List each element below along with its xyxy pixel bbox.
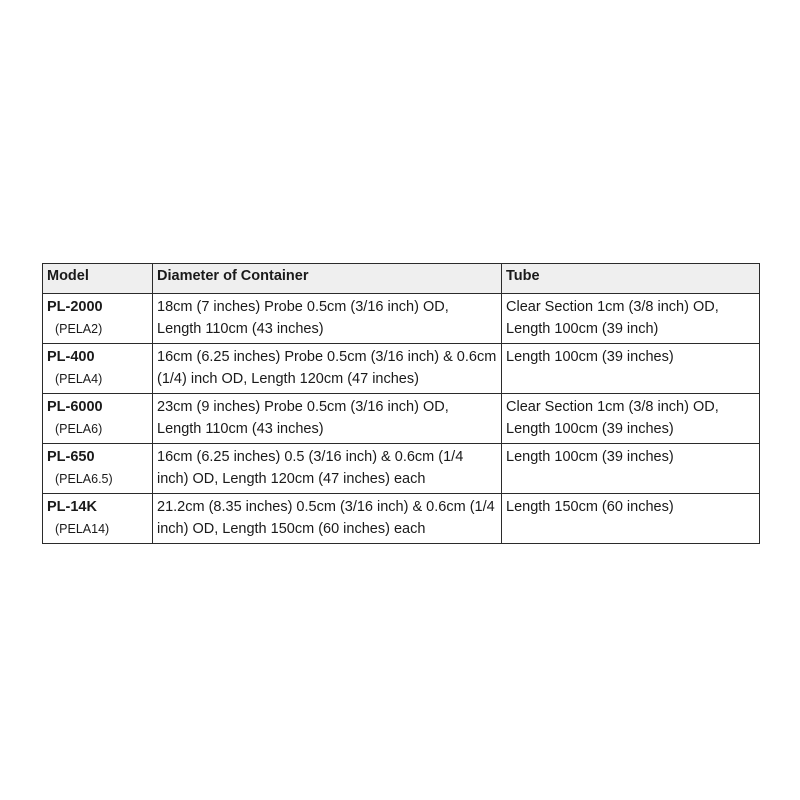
diameter-cell: 23cm (9 inches) Probe 0.5cm (3/16 inch) OD, Length 110cm (43 inches) bbox=[153, 394, 502, 444]
header-diameter: Diameter of Container bbox=[153, 264, 502, 294]
table-row bbox=[43, 494, 760, 544]
diameter-cell: 21.2cm (8.35 inches) 0.5cm (3/16 inch) & 0.6cm (1/4 inch) OD, Length 150cm (60 inches) each bbox=[153, 494, 502, 544]
table-row bbox=[43, 294, 760, 344]
model-cell bbox=[43, 444, 153, 494]
tube-cell: Length 100cm (39 inches) bbox=[502, 444, 760, 494]
diameter-cell: 18cm (7 inches) Probe 0.5cm (3/16 inch) OD, Length 110cm (43 inches) bbox=[153, 294, 502, 344]
spec-table bbox=[42, 263, 760, 544]
model-cell bbox=[43, 294, 153, 344]
model-cell bbox=[43, 394, 153, 444]
model-name: PL-2000 bbox=[47, 299, 103, 315]
model-code: (PELA2) bbox=[55, 322, 103, 336]
header-model: Model bbox=[43, 264, 153, 294]
table-row bbox=[43, 344, 760, 394]
diameter-cell: 16cm (6.25 inches) 0.5 (3/16 inch) & 0.6cm (1/4 inch) OD, Length 120cm (47 inches) each bbox=[153, 444, 502, 494]
tube-cell: Length 150cm (60 inches) bbox=[502, 494, 760, 544]
model-name: PL-400 bbox=[47, 349, 95, 365]
model-name: PL-6000 bbox=[47, 399, 103, 415]
model-code: (PELA6) bbox=[55, 422, 103, 436]
model-name: PL-650 bbox=[47, 449, 95, 465]
table-row bbox=[43, 444, 760, 494]
model-cell bbox=[43, 344, 153, 394]
tube-cell: Clear Section 1cm (3/8 inch) OD, Length 100cm (39 inches) bbox=[502, 394, 760, 444]
header-tube: Tube bbox=[502, 264, 760, 294]
model-cell bbox=[43, 494, 153, 544]
diameter-cell: 16cm (6.25 inches) Probe 0.5cm (3/16 inch) & 0.6cm (1/4) inch OD, Length 120cm (47 inches) bbox=[153, 344, 502, 394]
table-row bbox=[43, 394, 760, 444]
model-name: PL-14K bbox=[47, 499, 97, 515]
table-header-row bbox=[43, 264, 760, 294]
model-code: (PELA6.5) bbox=[55, 472, 113, 486]
tube-cell: Length 100cm (39 inches) bbox=[502, 344, 760, 394]
model-code: (PELA4) bbox=[55, 372, 103, 386]
tube-cell: Clear Section 1cm (3/8 inch) OD, Length 100cm (39 inch) bbox=[502, 294, 760, 344]
model-code: (PELA14) bbox=[55, 522, 110, 536]
